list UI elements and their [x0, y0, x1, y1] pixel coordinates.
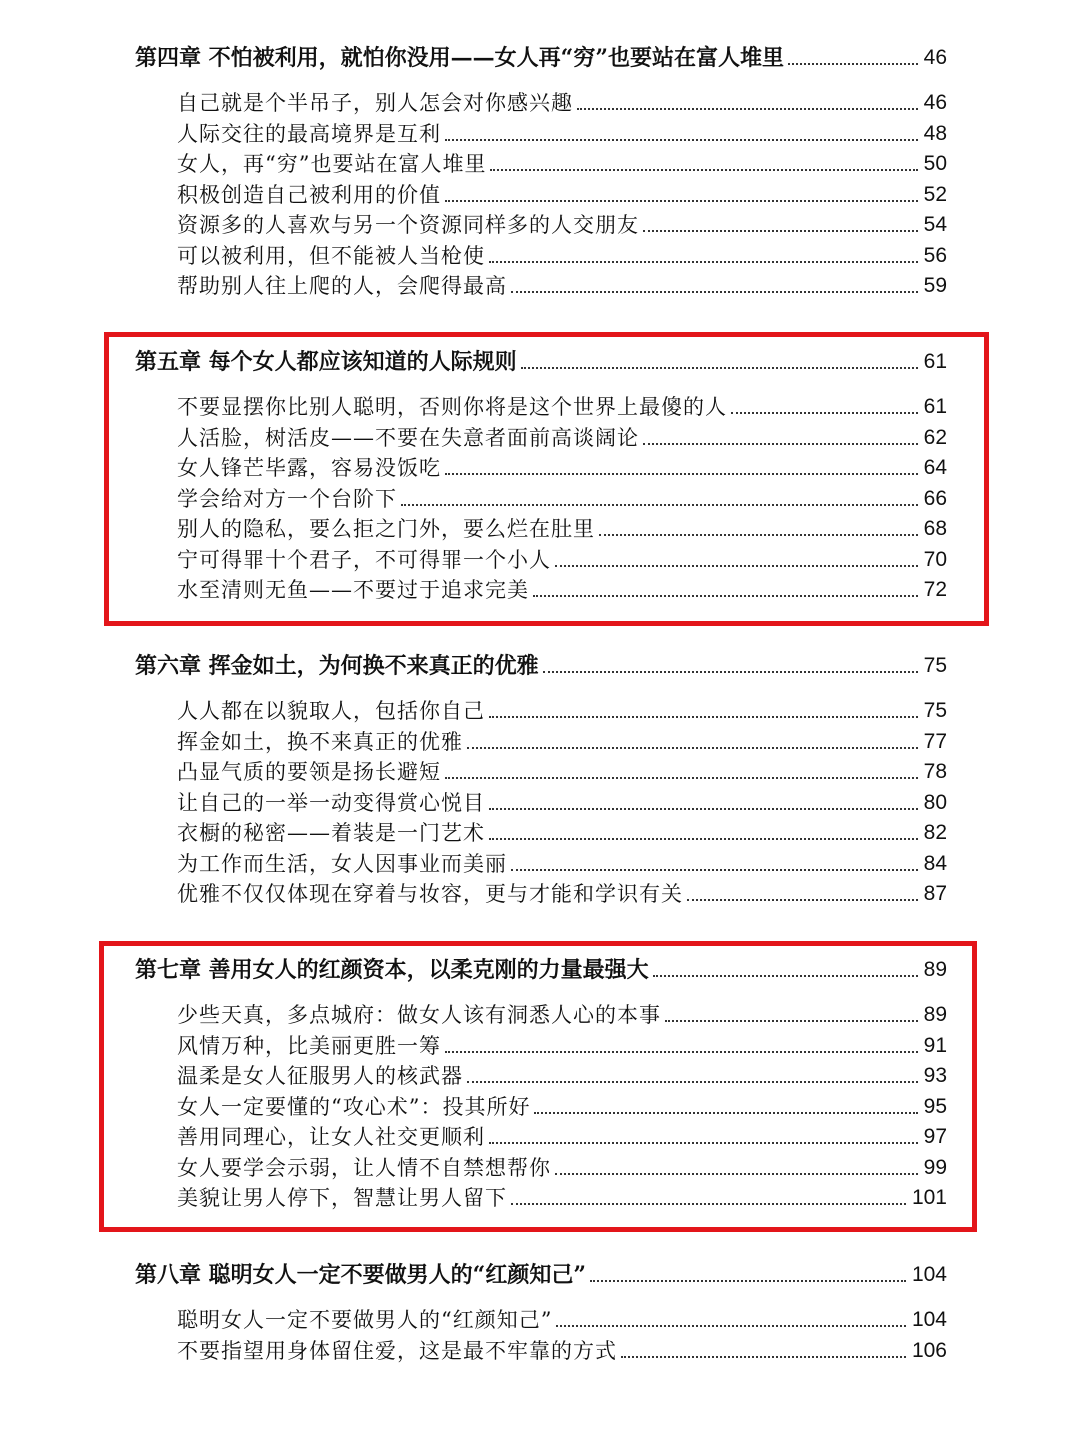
dot-leader [788, 53, 918, 65]
chapter-title: 第六章 挥金如土，为何换不来真正的优雅 [135, 653, 539, 679]
dot-leader [511, 1193, 906, 1205]
section-title: 风情万种，比美丽更胜一筹 [177, 1033, 441, 1058]
section-entry[interactable] [177, 423, 947, 453]
page-number: 78 [923, 760, 947, 783]
section-entry[interactable] [177, 392, 947, 422]
section-title: 美貌让男人停下，智慧让男人留下 [177, 1186, 507, 1210]
section-entry[interactable] [177, 484, 947, 514]
page-number: 70 [923, 547, 947, 571]
page-number: 75 [923, 699, 947, 722]
dot-leader [489, 706, 918, 718]
section-title: 善用同理心，让女人社交更顺利 [177, 1125, 485, 1149]
section-entry[interactable] [177, 696, 947, 726]
dot-leader [534, 1102, 917, 1114]
dot-leader [599, 524, 918, 536]
section-title: 聪明女人一定不要做男人的“红颜知己” [177, 1308, 553, 1332]
section-title: 帮助别人往上爬的人，会爬得最高 [177, 274, 507, 298]
section-title: 人际交往的最高境界是互利 [177, 121, 441, 146]
section-entry[interactable] [177, 727, 947, 757]
section-title: 不要指望用身体留住爱，这是最不牢靠的方式 [177, 1338, 617, 1363]
page-number: 75 [923, 654, 947, 677]
dot-leader [489, 251, 918, 263]
dot-leader [687, 889, 918, 901]
page-number: 68 [923, 517, 947, 540]
dot-leader [445, 463, 918, 475]
dot-leader [731, 402, 918, 414]
dot-leader [590, 1270, 906, 1282]
section-entry[interactable] [177, 757, 947, 787]
page-number: 95 [923, 1094, 947, 1118]
dot-leader [445, 190, 918, 202]
page-number: 101 [911, 1186, 947, 1209]
chapter-entry[interactable] [135, 955, 947, 985]
section-entry[interactable] [177, 1305, 947, 1335]
section-title: 让自己的一举一动变得赏心悦目 [177, 790, 485, 815]
section-entry[interactable] [177, 1183, 947, 1213]
section-entry[interactable] [177, 210, 947, 240]
dot-leader [653, 965, 918, 977]
section-entry[interactable] [177, 514, 947, 544]
section-title: 人人都在以貌取人，包括你自己 [177, 699, 485, 723]
chapter-entry[interactable] [135, 347, 947, 377]
page-number: 50 [923, 152, 947, 175]
page-number: 104 [911, 1263, 947, 1286]
dot-leader [665, 1010, 918, 1022]
section-entry[interactable] [177, 1061, 947, 1091]
page-number: 93 [923, 1064, 947, 1087]
section-title: 积极创造自己被利用的价值 [177, 182, 441, 207]
page-number: 52 [923, 182, 947, 206]
dot-leader [577, 98, 918, 110]
page-number: 66 [923, 486, 947, 510]
dot-leader [490, 159, 917, 171]
section-entry[interactable] [177, 788, 947, 818]
section-title: 学会给对方一个台阶下 [177, 486, 397, 511]
section-title: 女人一定要懂的“攻心术”：投其所好 [177, 1094, 531, 1119]
page-number: 54 [923, 213, 947, 236]
dot-leader [445, 1041, 918, 1053]
dot-leader [445, 129, 918, 141]
section-title: 女人要学会示弱，让人情不自禁想帮你 [177, 1155, 551, 1180]
page-number: 61 [923, 350, 947, 373]
section-title: 凸显气质的要领是扬长避短 [177, 760, 441, 784]
dot-leader [521, 357, 918, 369]
page-number: 46 [923, 46, 947, 69]
page-number: 77 [923, 729, 947, 753]
chapter-entry[interactable] [135, 1260, 947, 1290]
section-entry[interactable] [177, 1153, 947, 1183]
dot-leader [543, 661, 918, 673]
section-entry[interactable] [177, 271, 947, 301]
page-number: 106 [911, 1338, 947, 1362]
dot-leader [445, 767, 918, 779]
dot-leader [555, 1163, 918, 1175]
section-entry[interactable] [177, 1000, 947, 1030]
section-title: 水至清则无鱼——不要过于追求完美 [177, 578, 529, 602]
page-number: 80 [923, 790, 947, 814]
section-entry[interactable] [177, 575, 947, 605]
page-number: 46 [923, 91, 947, 114]
dot-leader [556, 1315, 905, 1327]
chapter-title: 第八章 聪明女人一定不要做男人的“红颜知己” [135, 1262, 586, 1288]
section-title: 宁可得罪十个君子，不可得罪一个小人 [177, 547, 551, 572]
section-entry[interactable] [177, 1336, 947, 1366]
page-number: 56 [923, 243, 947, 267]
page-number: 62 [923, 425, 947, 449]
section-title: 不要显摆你比别人聪明，否则你将是这个世界上最傻的人 [177, 395, 727, 419]
chapter-entry[interactable] [135, 651, 947, 681]
dot-leader [511, 859, 918, 871]
section-entry[interactable] [177, 545, 947, 575]
section-title: 为工作而生活，女人因事业而美丽 [177, 851, 507, 876]
section-title: 资源多的人喜欢与另一个资源同样多的人交朋友 [177, 213, 639, 237]
page-number: 59 [923, 274, 947, 297]
section-title: 女人锋芒毕露，容易没饭吃 [177, 456, 441, 480]
chapter-title: 第七章 善用女人的红颜资本，以柔克刚的力量最强大 [135, 957, 649, 983]
chapter-title: 第五章 每个女人都应该知道的人际规则 [135, 349, 517, 375]
dot-leader [401, 494, 918, 506]
chapter-title: 第四章 不怕被利用，就怕你没用——女人再“穷”也要站在富人堆里 [135, 45, 784, 71]
page-number: 91 [923, 1033, 947, 1057]
section-entry[interactable] [177, 879, 947, 909]
section-title: 女人，再“穷”也要站在富人堆里 [177, 152, 487, 176]
dot-leader [643, 220, 918, 232]
section-entry[interactable] [177, 241, 947, 271]
page-number: 82 [923, 821, 947, 844]
section-title: 可以被利用，但不能被人当枪使 [177, 243, 485, 268]
section-entry[interactable] [177, 1122, 947, 1152]
dot-leader [489, 828, 918, 840]
section-entry[interactable] [177, 180, 947, 210]
section-entry[interactable] [177, 119, 947, 149]
section-title: 优雅不仅仅体现在穿着与妆容，更与才能和学识有关 [177, 882, 683, 906]
dot-leader [555, 555, 918, 567]
page-number: 97 [923, 1125, 947, 1148]
section-entry[interactable] [177, 1092, 947, 1122]
dot-leader [511, 281, 918, 293]
page-number: 89 [923, 958, 947, 981]
section-entry[interactable] [177, 88, 947, 118]
page-number: 87 [923, 882, 947, 905]
section-entry[interactable] [177, 1031, 947, 1061]
page-number: 61 [923, 395, 947, 418]
dot-leader [467, 737, 918, 749]
section-entry[interactable] [177, 849, 947, 879]
section-title: 人活脸，树活皮——不要在失意者面前高谈阔论 [177, 425, 639, 450]
section-title: 衣橱的秘密——着装是一门艺术 [177, 821, 485, 845]
dot-leader [467, 1071, 918, 1083]
section-entry[interactable] [177, 149, 947, 179]
dot-leader [489, 1132, 918, 1144]
section-title: 少些天真，多点城府：做女人该有洞悉人心的本事 [177, 1003, 661, 1027]
dot-leader [489, 798, 918, 810]
page-number: 72 [923, 578, 947, 601]
chapter-entry[interactable] [135, 43, 947, 73]
section-title: 自己就是个半吊子，别人怎会对你感兴趣 [177, 91, 573, 115]
page-number: 99 [923, 1155, 947, 1179]
dot-leader [643, 433, 918, 445]
section-entry[interactable] [177, 818, 947, 848]
page-number: 48 [923, 121, 947, 145]
dot-leader [533, 585, 918, 597]
page-number: 89 [923, 1003, 947, 1026]
page-number: 104 [911, 1308, 947, 1331]
page-number: 84 [923, 851, 947, 875]
dot-leader [621, 1346, 906, 1358]
section-entry[interactable] [177, 453, 947, 483]
section-title: 温柔是女人征服男人的核武器 [177, 1064, 463, 1088]
section-title: 别人的隐私，要么拒之门外，要么烂在肚里 [177, 517, 595, 541]
section-title: 挥金如土，换不来真正的优雅 [177, 729, 463, 754]
page-number: 64 [923, 456, 947, 479]
